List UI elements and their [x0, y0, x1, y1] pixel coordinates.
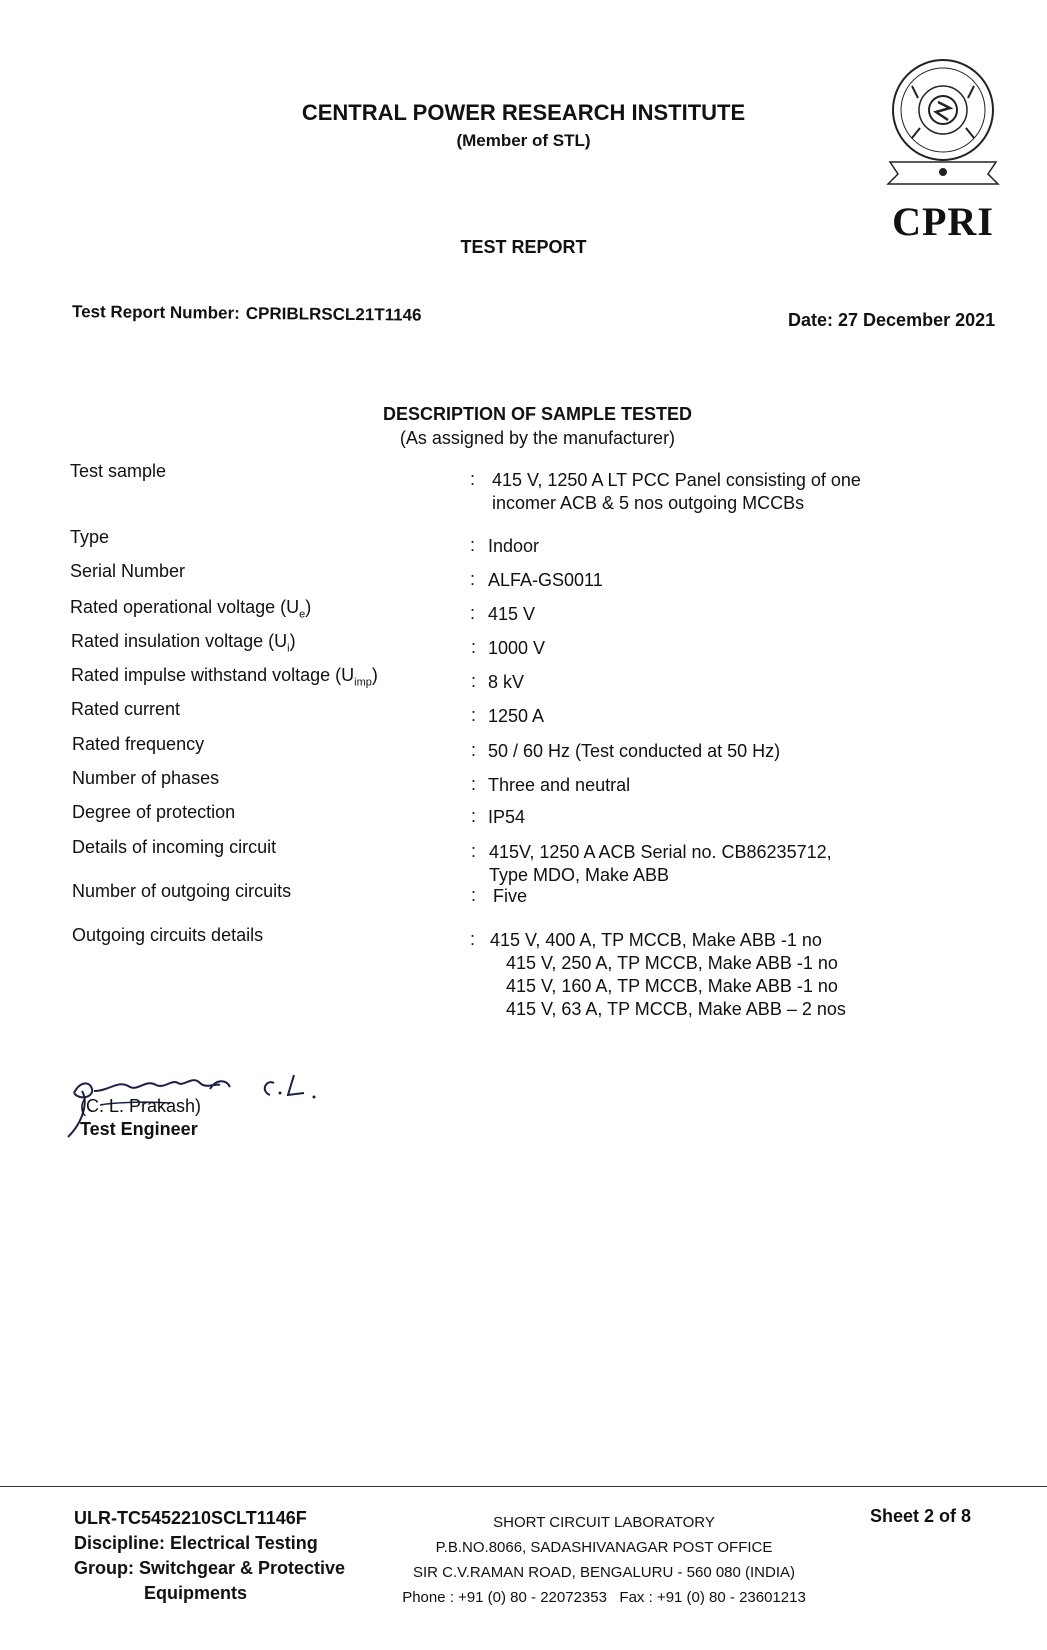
row-value-line: 415 V, 63 A, TP MCCB, Make ABB – 2 nos — [506, 999, 846, 1019]
row-separator: : — [471, 774, 477, 794]
row-separator: : — [470, 929, 476, 949]
row-label: Rated current — [71, 699, 181, 719]
row-value — [488, 806, 525, 829]
row-value — [488, 603, 535, 626]
row-separator: : — [471, 885, 477, 905]
row-value-line: incomer ACB & 5 nos outgoing MCCBs — [492, 493, 805, 513]
section-title: DESCRIPTION OF SAMPLE TESTED — [382, 404, 693, 424]
row-value — [488, 774, 630, 797]
row-value-line: 1250 A — [488, 706, 545, 726]
row-value-line: Indoor — [488, 536, 540, 556]
row-label: Rated impulse withstand voltage $(U_{imp})$ — [71, 665, 378, 689]
row-separator: : — [471, 806, 477, 826]
row-label: Test sample — [70, 461, 167, 481]
report-number — [72, 302, 422, 326]
row-value-line: Type MDO, Make ABB — [489, 865, 670, 885]
row-label: Rated operational voltage $(U_e)$ — [70, 597, 312, 621]
membership-line: (Member of STL) — [456, 131, 591, 150]
row-value — [489, 841, 832, 887]
signatory-name: (C. L. Prakash) — [80, 1096, 202, 1116]
row-separator: : — [470, 569, 476, 589]
group-line-2: Equipments — [144, 1583, 248, 1603]
footer-divider — [0, 1486, 1047, 1487]
report-number-label: Test Report Number: — [71, 302, 240, 323]
row-value-line: 50 / 60 Hz (Test conducted at 50 Hz) — [488, 741, 781, 761]
row-separator: : — [471, 740, 477, 760]
laboratory-address — [384, 1510, 824, 1610]
row-value-line: 415 V, 400 A, TP MCCB, Make ABB -1 no — [490, 930, 822, 950]
institute-name: CENTRAL POWER RESEARCH INSTITUTE — [301, 100, 746, 125]
row-label: Outgoing circuits details — [72, 925, 264, 945]
discipline: Discipline: Electrical Testing — [74, 1533, 318, 1553]
cpri-logo-text: CPRI — [892, 199, 994, 244]
row-value — [488, 705, 544, 728]
row-value-line: 415 V — [488, 604, 536, 624]
row-value-line: ALFA-GS0011 — [488, 570, 603, 590]
section-subtitle: (As assigned by the manufacturer) — [399, 428, 676, 448]
lab-name: SHORT CIRCUIT LABORATORY — [493, 1514, 715, 1531]
row-label: Degree of protection — [72, 802, 236, 822]
row-value-line: Three and neutral — [488, 775, 631, 795]
sheet-number: Sheet 2 of 8 — [870, 1506, 972, 1526]
row-label: Number of phases — [72, 768, 220, 788]
address-line-2: SIR C.V.RAMAN ROAD, BENGALURU - 560 080 (INDIA) — [412, 1564, 796, 1581]
row-separator: : — [471, 841, 477, 861]
row-value — [488, 637, 545, 660]
row-separator: : — [470, 535, 476, 555]
row-label: Serial Number — [70, 561, 186, 581]
row-value — [488, 740, 780, 763]
row-value-line: 415V, 1250 A ACB Serial no. CB86235712, — [489, 842, 832, 862]
document-title: TEST REPORT — [460, 237, 587, 257]
row-label: Rated insulation voltage $(U_i)$ — [71, 631, 296, 655]
report-date: Date: 27 December 2021 — [788, 310, 996, 330]
row-value — [492, 469, 861, 515]
address-line-1: P.B.NO.8066, SADASHIVANAGAR POST OFFICE — [435, 1539, 773, 1556]
ulr-number: ULR-TC5452210SCLT1146F — [74, 1508, 307, 1528]
row-value-line: 415 V, 1250 A LT PCC Panel consisting of one — [492, 470, 861, 490]
row-value-line: 415 V, 250 A, TP MCCB, Make ABB -1 no — [506, 953, 838, 973]
row-value-line: IP54 — [488, 807, 526, 827]
row-value-line: 8 kV — [488, 672, 525, 692]
row-value-line: 415 V, 160 A, TP MCCB, Make ABB -1 no — [506, 976, 838, 996]
row-value — [488, 535, 539, 558]
row-separator: : — [470, 469, 476, 489]
contact-line: Phone : +91 (0) 80 - 22072353 Fax : +91 (0) 80 - 23601213 — [402, 1589, 806, 1606]
row-label: Rated frequency — [72, 734, 205, 754]
row-separator: : — [471, 637, 477, 657]
row-label: Type — [70, 527, 110, 547]
row-value — [488, 569, 603, 592]
row-label: Number of outgoing circuits — [72, 881, 292, 901]
row-separator: : — [471, 671, 477, 691]
signatory-title: Test Engineer — [80, 1119, 198, 1139]
row-value-line: Five — [493, 886, 528, 906]
row-value — [490, 929, 846, 1021]
row-value — [493, 885, 527, 908]
row-label: Details of incoming circuit — [72, 837, 277, 857]
row-value — [488, 671, 524, 694]
row-value-line: 1000 V — [488, 638, 546, 658]
row-separator: : — [471, 705, 477, 725]
report-number-value: CPRIBLRSCL21T1146 — [245, 303, 422, 325]
group-line-1: Group: Switchgear & Protective — [74, 1558, 346, 1578]
row-separator: : — [470, 603, 476, 623]
footer-identifiers — [74, 1506, 345, 1606]
